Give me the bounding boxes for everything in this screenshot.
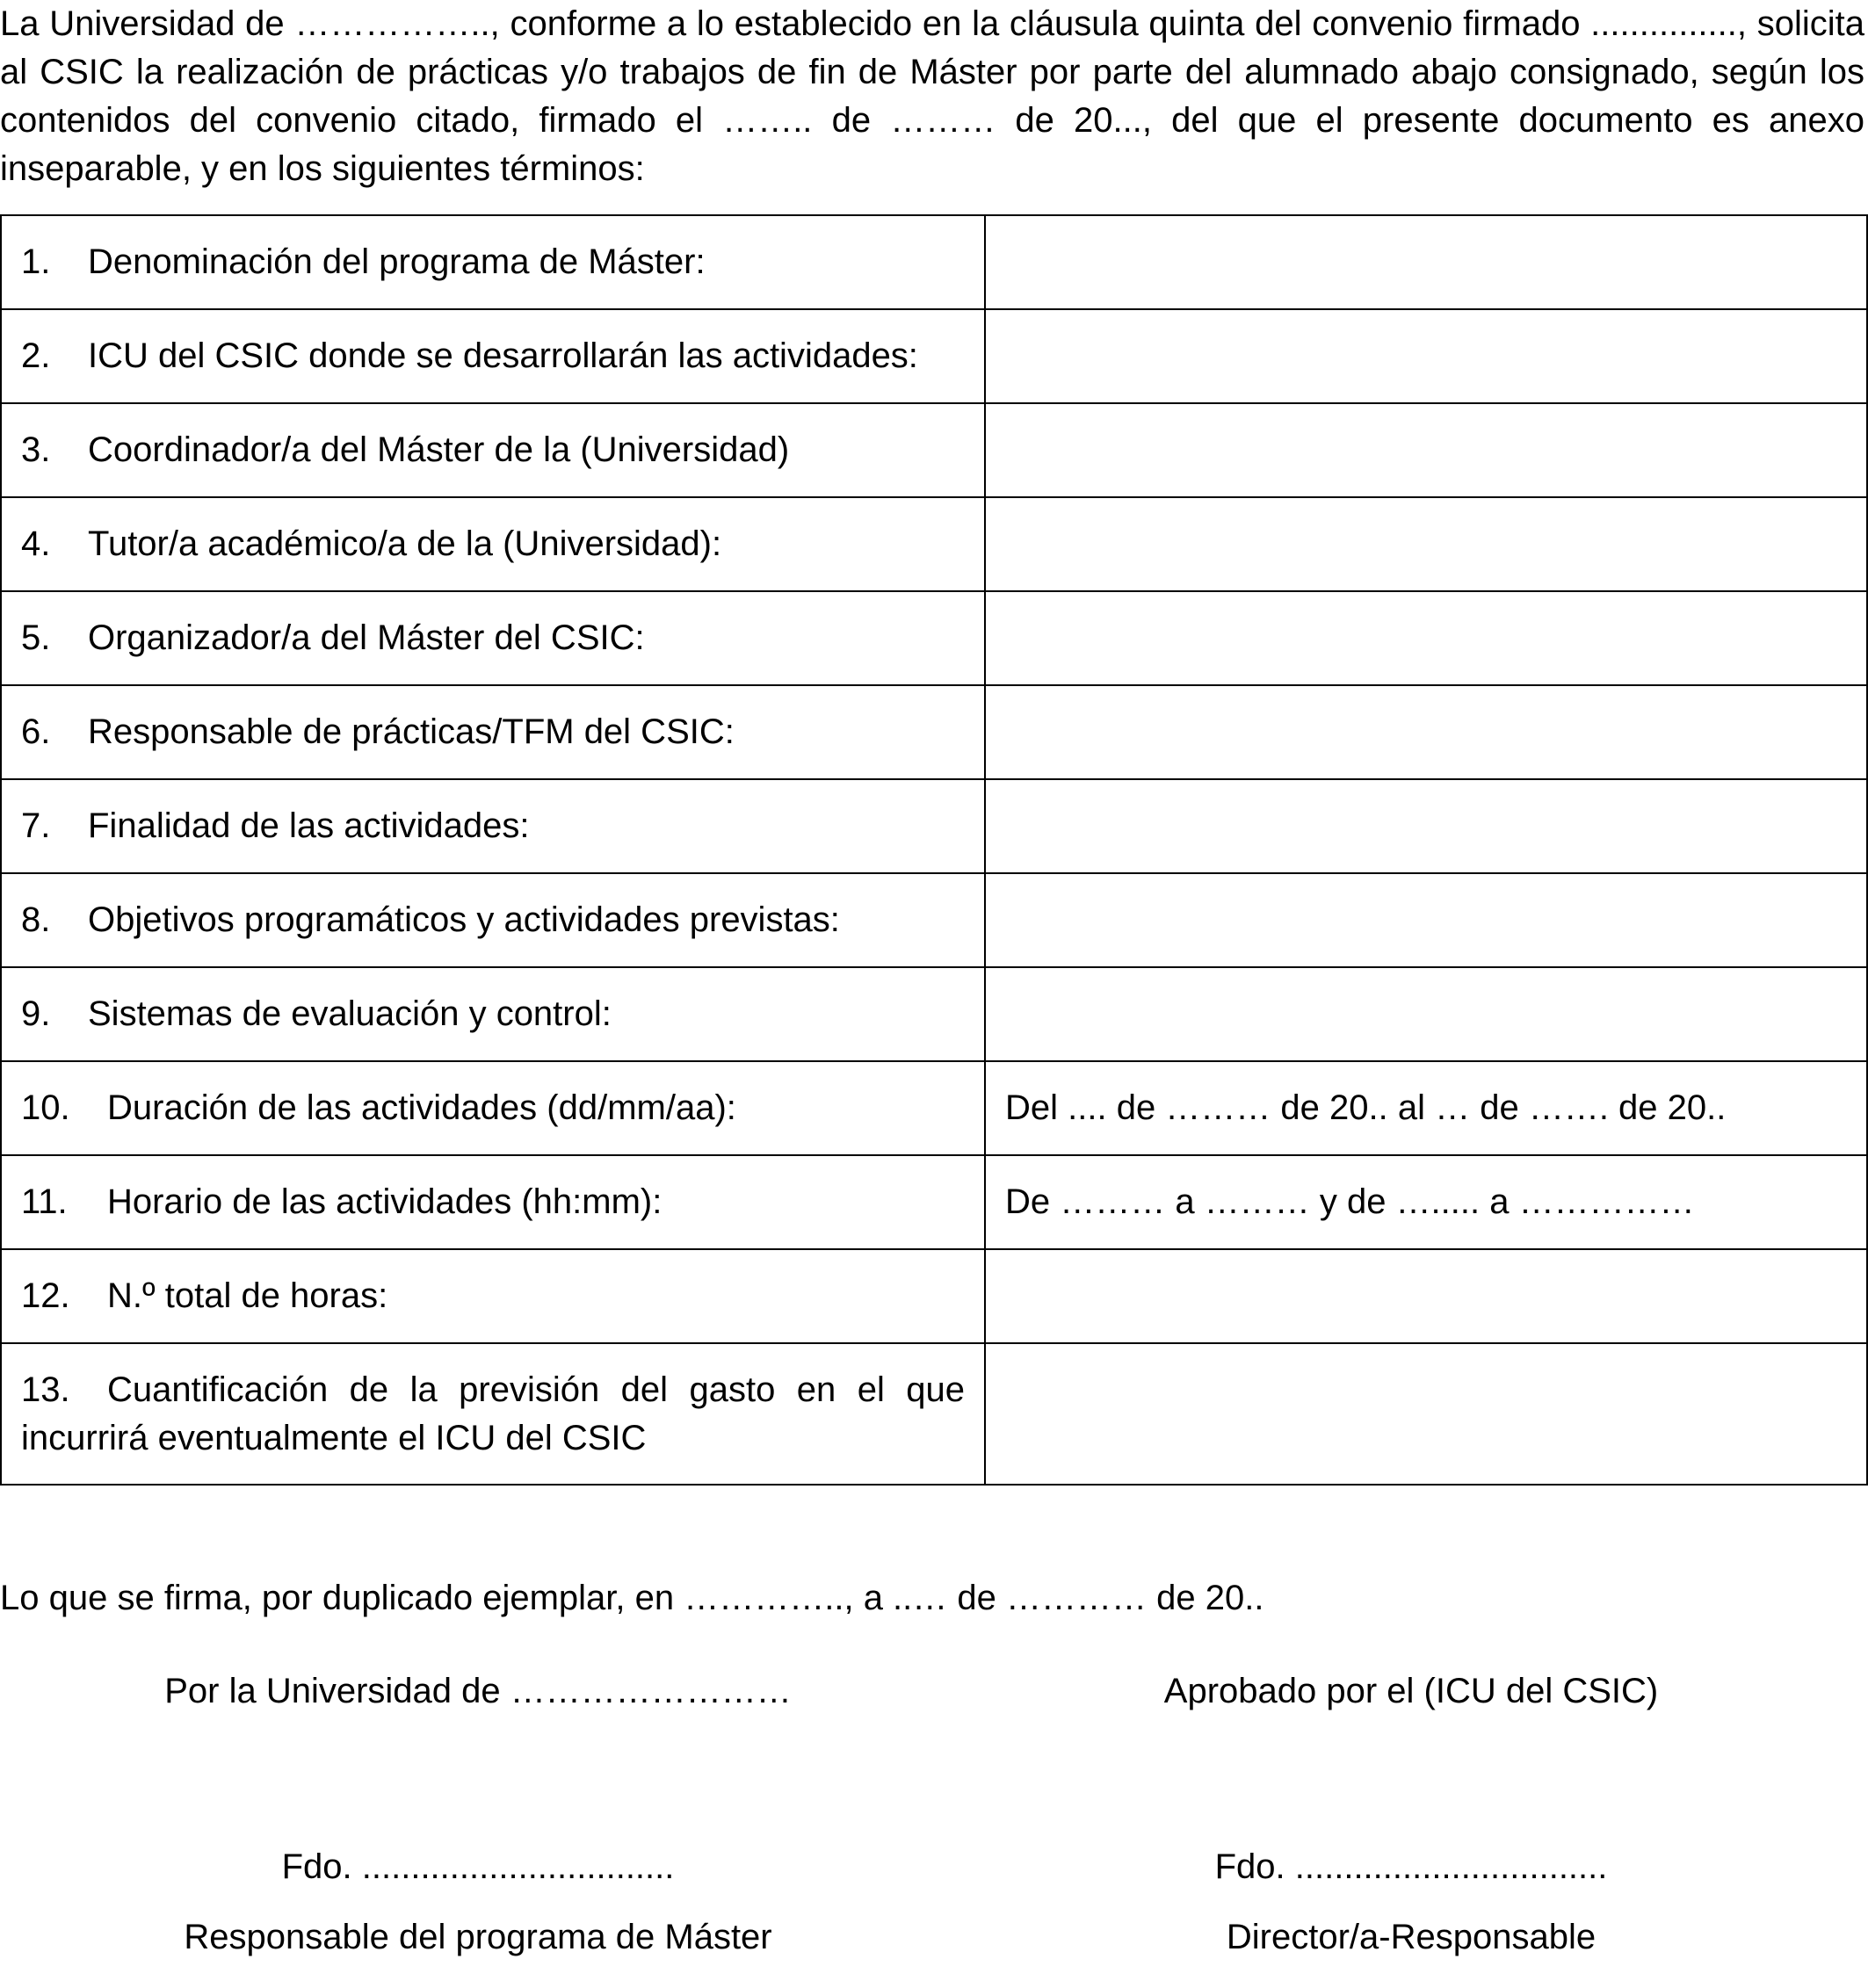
table-row	[1, 1343, 1867, 1485]
row-label-cell	[1, 779, 985, 873]
table-row	[1, 403, 1867, 497]
row-label: ICU del CSIC donde se desarrollarán las actividades:	[88, 336, 918, 375]
row-label-cell	[1, 591, 985, 685]
table-row	[1, 309, 1867, 403]
row-label: Horario de las actividades (hh:mm):	[107, 1182, 662, 1221]
csic-signature-line: Fdo. ................................	[1214, 1847, 1608, 1886]
row-label-cell	[1, 685, 985, 779]
row-value-cell[interactable]	[985, 215, 1867, 309]
university-signature-line: Fdo. ................................	[281, 1847, 675, 1886]
row-value-cell[interactable]	[985, 779, 1867, 873]
row-number: 8.	[21, 900, 51, 939]
table-row	[1, 591, 1867, 685]
row-label-cell	[1, 403, 985, 497]
row-label: Objetivos programáticos y actividades previstas:	[88, 900, 840, 939]
row-number: 6.	[21, 712, 51, 751]
row-value-cell[interactable]	[985, 1343, 1867, 1485]
row-label: Cuantificación de la previsión del gasto en el que incurrirá eventualmente el ICU del CSIC	[21, 1370, 965, 1457]
row-label-cell	[1, 497, 985, 591]
row-number: 10.	[21, 1088, 70, 1127]
table-row	[1, 685, 1867, 779]
intro-paragraph: La Universidad de …………….., conforme a lo establecido en la cláusula quinta del convenio firmado ..............., solicita al CSIC la realización de prácticas y/o trabajos de fin de Máster por parte del alumnado abajo consignado, según los contenidos del convenio citado, firmado el …….. de ……… de 20..., del que el presente documento es anexo inseparable, y en los siguientes términos:	[0, 4, 1864, 188]
row-label: Denominación del programa de Máster:	[88, 242, 706, 281]
row-value-cell[interactable]	[985, 873, 1867, 967]
row-label: Finalidad de las actividades:	[88, 806, 530, 845]
row-label-cell	[1, 1343, 985, 1485]
row-label-cell	[1, 873, 985, 967]
row-value-cell[interactable]	[985, 403, 1867, 497]
row-label-cell	[1, 1249, 985, 1343]
table-row	[1, 215, 1867, 309]
row-label: Organizador/a del Máster del CSIC:	[88, 618, 645, 657]
row-number: 2.	[21, 336, 51, 375]
row-label: Coordinador/a del Máster de la (Universidad)	[88, 430, 790, 469]
table-row	[1, 1155, 1867, 1249]
table-row	[1, 779, 1867, 873]
table-row	[1, 497, 1867, 591]
row-label-cell	[1, 1155, 985, 1249]
csic-signer-role: Director/a-Responsable	[1226, 1918, 1596, 1956]
row-label-cell	[1, 967, 985, 1061]
row-label-cell	[1, 215, 985, 309]
row-value-cell[interactable]	[985, 497, 1867, 591]
table-row	[1, 873, 1867, 967]
row-label-cell	[1, 309, 985, 403]
table-row	[1, 967, 1867, 1061]
row-number: 1.	[21, 242, 51, 281]
university-signature-heading: Por la Universidad de ……………………	[164, 1672, 792, 1710]
row-number: 4.	[21, 524, 51, 563]
row-value-cell[interactable]	[985, 967, 1867, 1061]
row-value-cell[interactable]	[985, 309, 1867, 403]
row-value-cell[interactable]	[985, 591, 1867, 685]
schedule-value-cell[interactable]: De ……… a ……… y de …..... a ……………	[985, 1155, 1867, 1249]
row-number: 12.	[21, 1276, 70, 1315]
row-number: 5.	[21, 618, 51, 657]
row-label: Duración de las actividades (dd/mm/aa):	[107, 1088, 736, 1127]
university-signer-role: Responsable del programa de Máster	[184, 1918, 772, 1956]
row-value-cell[interactable]	[985, 1249, 1867, 1343]
row-number: 3.	[21, 430, 51, 469]
row-number: 13.	[21, 1370, 70, 1409]
row-number: 7.	[21, 806, 51, 845]
row-label-cell	[1, 1061, 985, 1155]
row-label: Tutor/a académico/a de la (Universidad):	[88, 524, 722, 563]
row-label: Sistemas de evaluación y control:	[88, 994, 612, 1033]
closing-statement: Lo que se firma, por duplicado ejemplar, en ………….., a ..… de ………… de 20..	[0, 1579, 1264, 1617]
table-row	[1, 1249, 1867, 1343]
request-form-table	[0, 214, 1868, 1486]
row-number: 9.	[21, 994, 51, 1033]
row-value-cell[interactable]	[985, 685, 1867, 779]
csic-signature-heading: Aprobado por el (ICU del CSIC)	[1163, 1672, 1659, 1710]
row-label: Responsable de prácticas/TFM del CSIC:	[88, 712, 735, 751]
row-label: N.º total de horas:	[107, 1276, 388, 1315]
table-row	[1, 1061, 1867, 1155]
duration-value-cell[interactable]: Del .... de ……… de 20.. al … de ……. de 20..	[985, 1061, 1867, 1155]
row-number: 11.	[21, 1182, 68, 1221]
